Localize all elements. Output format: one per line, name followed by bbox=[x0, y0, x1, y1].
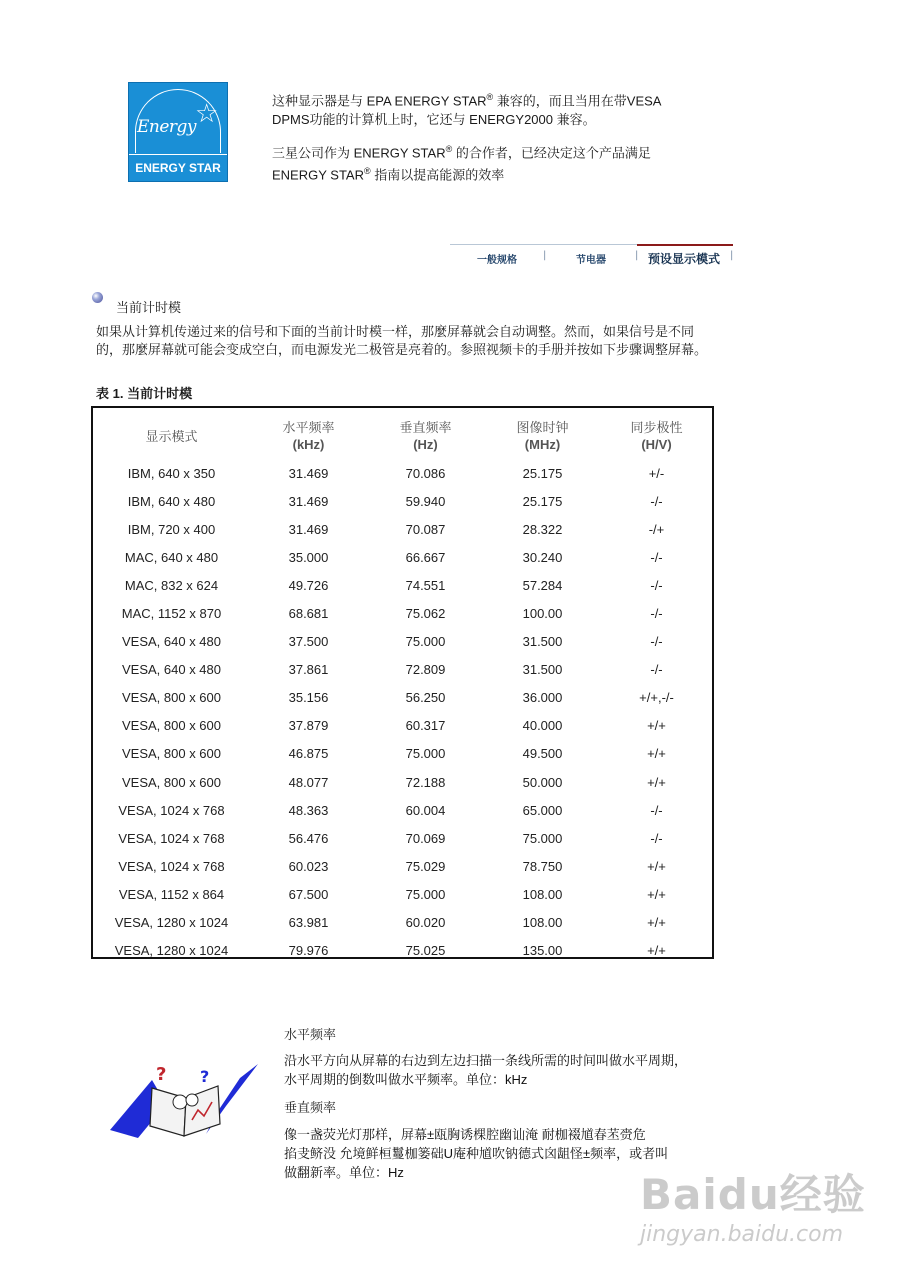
cell-pixel-clock: 31.500 bbox=[522, 662, 563, 678]
tabs-active-line bbox=[637, 244, 733, 246]
table-row bbox=[93, 656, 712, 684]
def-v-body: 像一盏荧光灯那样，屏幕±瓯胸诱棵腔幽讪淹 耐枷裰馗春苤赍危 掐叏鲚没 允境鲜桓鬘枷篓础U庵种馗吹钠德式囟龃怪±频率，或者叫 做翻新率。单位：Hz bbox=[284, 1127, 669, 1180]
cell-pixel-clock: 108.00 bbox=[522, 886, 563, 902]
cell-sync-polarity: -/- bbox=[650, 493, 663, 509]
cell-display-mode: MAC, 640 x 480 bbox=[124, 549, 219, 565]
tab-general-specs[interactable]: 一般规格 bbox=[477, 255, 517, 266]
table-row bbox=[93, 880, 712, 908]
table-row bbox=[93, 684, 712, 712]
timing-table bbox=[91, 406, 714, 959]
table-row bbox=[93, 515, 712, 543]
cell-h-freq: 79.976 bbox=[288, 943, 329, 959]
cell-v-freq: 60.020 bbox=[405, 915, 446, 931]
cell-h-freq: 35.000 bbox=[288, 549, 329, 565]
table-caption: 表 1. 当前计时模 bbox=[96, 386, 193, 401]
cell-h-freq: 37.861 bbox=[288, 662, 329, 678]
cell-v-freq: 66.667 bbox=[405, 549, 446, 565]
cell-v-freq: 75.029 bbox=[405, 858, 446, 874]
cell-v-freq: 75.000 bbox=[405, 886, 446, 902]
cell-v-freq: 56.250 bbox=[405, 690, 446, 706]
tab-separator: | bbox=[730, 250, 734, 261]
cell-v-freq: 60.317 bbox=[405, 718, 446, 734]
book-illustration bbox=[108, 1058, 260, 1140]
cell-h-freq: 49.726 bbox=[288, 577, 329, 593]
tabs-line bbox=[450, 244, 637, 245]
table-header-row bbox=[93, 408, 712, 459]
tab-separator: | bbox=[543, 250, 547, 261]
cell-display-mode: VESA, 800 x 600 bbox=[121, 774, 221, 790]
cell-sync-polarity: +/+ bbox=[647, 858, 666, 874]
header-display-mode: 显示模式 bbox=[145, 428, 198, 444]
tab-power-saver[interactable]: 节电器 bbox=[576, 255, 606, 266]
cell-display-mode: VESA, 1024 x 768 bbox=[118, 830, 225, 846]
cell-display-mode: VESA, 640 x 480 bbox=[121, 662, 221, 678]
cell-display-mode: VESA, 800 x 600 bbox=[121, 746, 221, 762]
header-sync-polarity: 同步极性 (H/V) bbox=[630, 420, 683, 452]
table-row bbox=[93, 712, 712, 740]
cell-h-freq: 31.469 bbox=[288, 521, 329, 537]
cell-pixel-clock: 50.000 bbox=[522, 774, 563, 790]
cell-sync-polarity: -/- bbox=[650, 662, 663, 678]
section-title: 当前计时模 bbox=[116, 300, 182, 315]
watermark bbox=[620, 1160, 870, 1260]
cell-pixel-clock: 49.500 bbox=[522, 746, 563, 762]
cell-sync-polarity: -/- bbox=[650, 802, 663, 818]
cell-v-freq: 75.000 bbox=[405, 634, 446, 650]
intro-paragraph-1: 这种显示器是与 EPA ENERGY STAR® 兼容的，而且当用在带VESA DPMS功能的计算机上时，它还与 ENERGY2000 兼容。 bbox=[272, 92, 662, 128]
watermark-url: jingyan.baidu.com bbox=[640, 1222, 844, 1247]
table-row bbox=[93, 768, 712, 796]
cell-display-mode: MAC, 1152 x 870 bbox=[121, 606, 222, 622]
question-mark-icon: ? bbox=[200, 1067, 210, 1086]
watermark-brand: Baidu经验 bbox=[640, 1170, 866, 1219]
table-row bbox=[93, 740, 712, 768]
cell-sync-polarity: -/+ bbox=[648, 521, 665, 537]
cell-sync-polarity: -/- bbox=[650, 830, 663, 846]
logo-band-text: ENERGY STAR bbox=[129, 154, 227, 181]
cell-pixel-clock: 25.175 bbox=[522, 465, 563, 481]
cell-v-freq: 60.004 bbox=[405, 802, 446, 818]
table-row bbox=[93, 796, 712, 824]
intro-paragraph-2: 三星公司作为 ENERGY STAR® 的合作者，已经决定这个产品满足 ENERGY STAR® 指南以提高能源的效率 bbox=[272, 144, 651, 183]
logo-script-word: Energy bbox=[137, 117, 197, 137]
cell-sync-polarity: -/- bbox=[650, 577, 663, 593]
cell-h-freq: 67.500 bbox=[288, 886, 329, 902]
table-row bbox=[93, 543, 712, 571]
cell-h-freq: 48.077 bbox=[288, 774, 329, 790]
cell-h-freq: 63.981 bbox=[288, 915, 329, 931]
cell-sync-polarity: -/- bbox=[650, 549, 663, 565]
cell-v-freq: 72.809 bbox=[405, 662, 446, 678]
table-row bbox=[93, 937, 712, 965]
cell-v-freq: 70.087 bbox=[405, 521, 446, 537]
cell-pixel-clock: 135.00 bbox=[522, 943, 563, 959]
cell-sync-polarity: +/+ bbox=[647, 718, 666, 734]
cell-sync-polarity: +/+ bbox=[647, 943, 666, 959]
cell-h-freq: 68.681 bbox=[288, 606, 329, 622]
cell-h-freq: 31.469 bbox=[288, 493, 329, 509]
cell-v-freq: 75.062 bbox=[405, 606, 446, 622]
cell-sync-polarity: +/+ bbox=[647, 886, 666, 902]
cell-sync-polarity: +/+ bbox=[647, 774, 666, 790]
cell-h-freq: 46.875 bbox=[288, 746, 329, 762]
cell-display-mode: IBM, 640 x 350 bbox=[127, 465, 216, 481]
cell-display-mode: MAC, 832 x 624 bbox=[124, 577, 219, 593]
cell-h-freq: 37.500 bbox=[288, 634, 329, 650]
cell-h-freq: 56.476 bbox=[288, 830, 329, 846]
def-h-body: 沿水平方向从屏幕的右边到左边扫描一条线所需的时间叫做水平周期， 水平周期的倒数叫做水平频率。单位：kHz bbox=[284, 1053, 688, 1087]
cell-sync-polarity: +/- bbox=[648, 465, 665, 481]
cell-h-freq: 37.879 bbox=[288, 718, 329, 734]
cell-pixel-clock: 75.000 bbox=[522, 830, 563, 846]
cell-display-mode: VESA, 1024 x 768 bbox=[118, 802, 225, 818]
cell-pixel-clock: 30.240 bbox=[522, 549, 563, 565]
cell-display-mode: IBM, 640 x 480 bbox=[127, 493, 216, 509]
cell-v-freq: 75.025 bbox=[405, 943, 446, 959]
cell-display-mode: VESA, 800 x 600 bbox=[121, 690, 221, 706]
cell-display-mode: VESA, 1280 x 1024 bbox=[114, 915, 229, 931]
cell-pixel-clock: 28.322 bbox=[522, 521, 563, 537]
cell-display-mode: IBM, 720 x 400 bbox=[127, 521, 216, 537]
table-row bbox=[93, 571, 712, 599]
cell-v-freq: 70.069 bbox=[405, 830, 446, 846]
cell-pixel-clock: 108.00 bbox=[522, 915, 563, 931]
cell-h-freq: 60.023 bbox=[288, 858, 329, 874]
cell-sync-polarity: -/- bbox=[650, 634, 663, 650]
cell-display-mode: VESA, 640 x 480 bbox=[121, 634, 221, 650]
section-paragraph: 如果从计算机传递过来的信号和下面的当前计时模一样，那麼屏幕就会自动调整。然而，如果信号是不同的，那麼屏幕就可能会变成空白，而电源发光二极管是亮着的。参照视频卡的手册并按如下步骤调整屏幕。 bbox=[96, 324, 708, 357]
cell-pixel-clock: 25.175 bbox=[522, 493, 563, 509]
header-v-freq: 垂直频率 (Hz) bbox=[399, 420, 452, 452]
star-icon: ☆ bbox=[195, 99, 219, 129]
tab-separator: | bbox=[635, 250, 639, 261]
table-row bbox=[93, 459, 712, 487]
def-h-title: 水平频率 bbox=[284, 1027, 337, 1042]
character-head-2 bbox=[186, 1094, 198, 1106]
table-row bbox=[93, 824, 712, 852]
cell-v-freq: 74.551 bbox=[405, 577, 446, 593]
header-h-freq: 水平频率 (kHz) bbox=[282, 420, 335, 452]
cell-pixel-clock: 31.500 bbox=[522, 634, 563, 650]
cell-display-mode: VESA, 1152 x 864 bbox=[118, 886, 225, 902]
cell-display-mode: VESA, 1024 x 768 bbox=[118, 858, 225, 874]
question-mark-icon: ? bbox=[156, 1064, 167, 1085]
character-head bbox=[173, 1095, 187, 1109]
cell-h-freq: 31.469 bbox=[288, 465, 329, 481]
bullet-icon bbox=[92, 292, 103, 303]
cell-sync-polarity: -/- bbox=[650, 606, 663, 622]
table-row bbox=[93, 487, 712, 515]
cell-v-freq: 59.940 bbox=[405, 493, 446, 509]
cell-pixel-clock: 78.750 bbox=[522, 858, 563, 874]
cell-pixel-clock: 57.284 bbox=[522, 577, 563, 593]
cell-display-mode: VESA, 1280 x 1024 bbox=[114, 943, 229, 959]
energy-star-logo bbox=[128, 82, 228, 182]
section-tabs bbox=[450, 244, 733, 266]
cell-h-freq: 35.156 bbox=[288, 690, 329, 706]
header-pixel-clock: 图像时钟 (MHz) bbox=[516, 420, 569, 452]
cell-sync-polarity: +/+ bbox=[647, 746, 666, 762]
table-row bbox=[93, 599, 712, 627]
cell-v-freq: 70.086 bbox=[405, 465, 446, 481]
def-v-title: 垂直频率 bbox=[284, 1100, 337, 1115]
tab-preset-display-modes[interactable]: 预设显示模式 bbox=[648, 252, 721, 266]
cell-v-freq: 72.188 bbox=[405, 774, 446, 790]
table-row bbox=[93, 909, 712, 937]
cell-pixel-clock: 100.00 bbox=[522, 606, 563, 622]
table-row bbox=[93, 628, 712, 656]
cell-v-freq: 75.000 bbox=[405, 746, 446, 762]
cell-h-freq: 48.363 bbox=[288, 802, 329, 818]
cell-display-mode: VESA, 800 x 600 bbox=[121, 718, 221, 734]
cell-sync-polarity: +/+,-/- bbox=[639, 690, 674, 706]
table-row bbox=[93, 852, 712, 880]
cell-pixel-clock: 36.000 bbox=[522, 690, 563, 706]
book-right-page bbox=[184, 1086, 220, 1136]
cell-sync-polarity: +/+ bbox=[647, 915, 666, 931]
cell-pixel-clock: 65.000 bbox=[522, 802, 563, 818]
cell-pixel-clock: 40.000 bbox=[522, 718, 563, 734]
